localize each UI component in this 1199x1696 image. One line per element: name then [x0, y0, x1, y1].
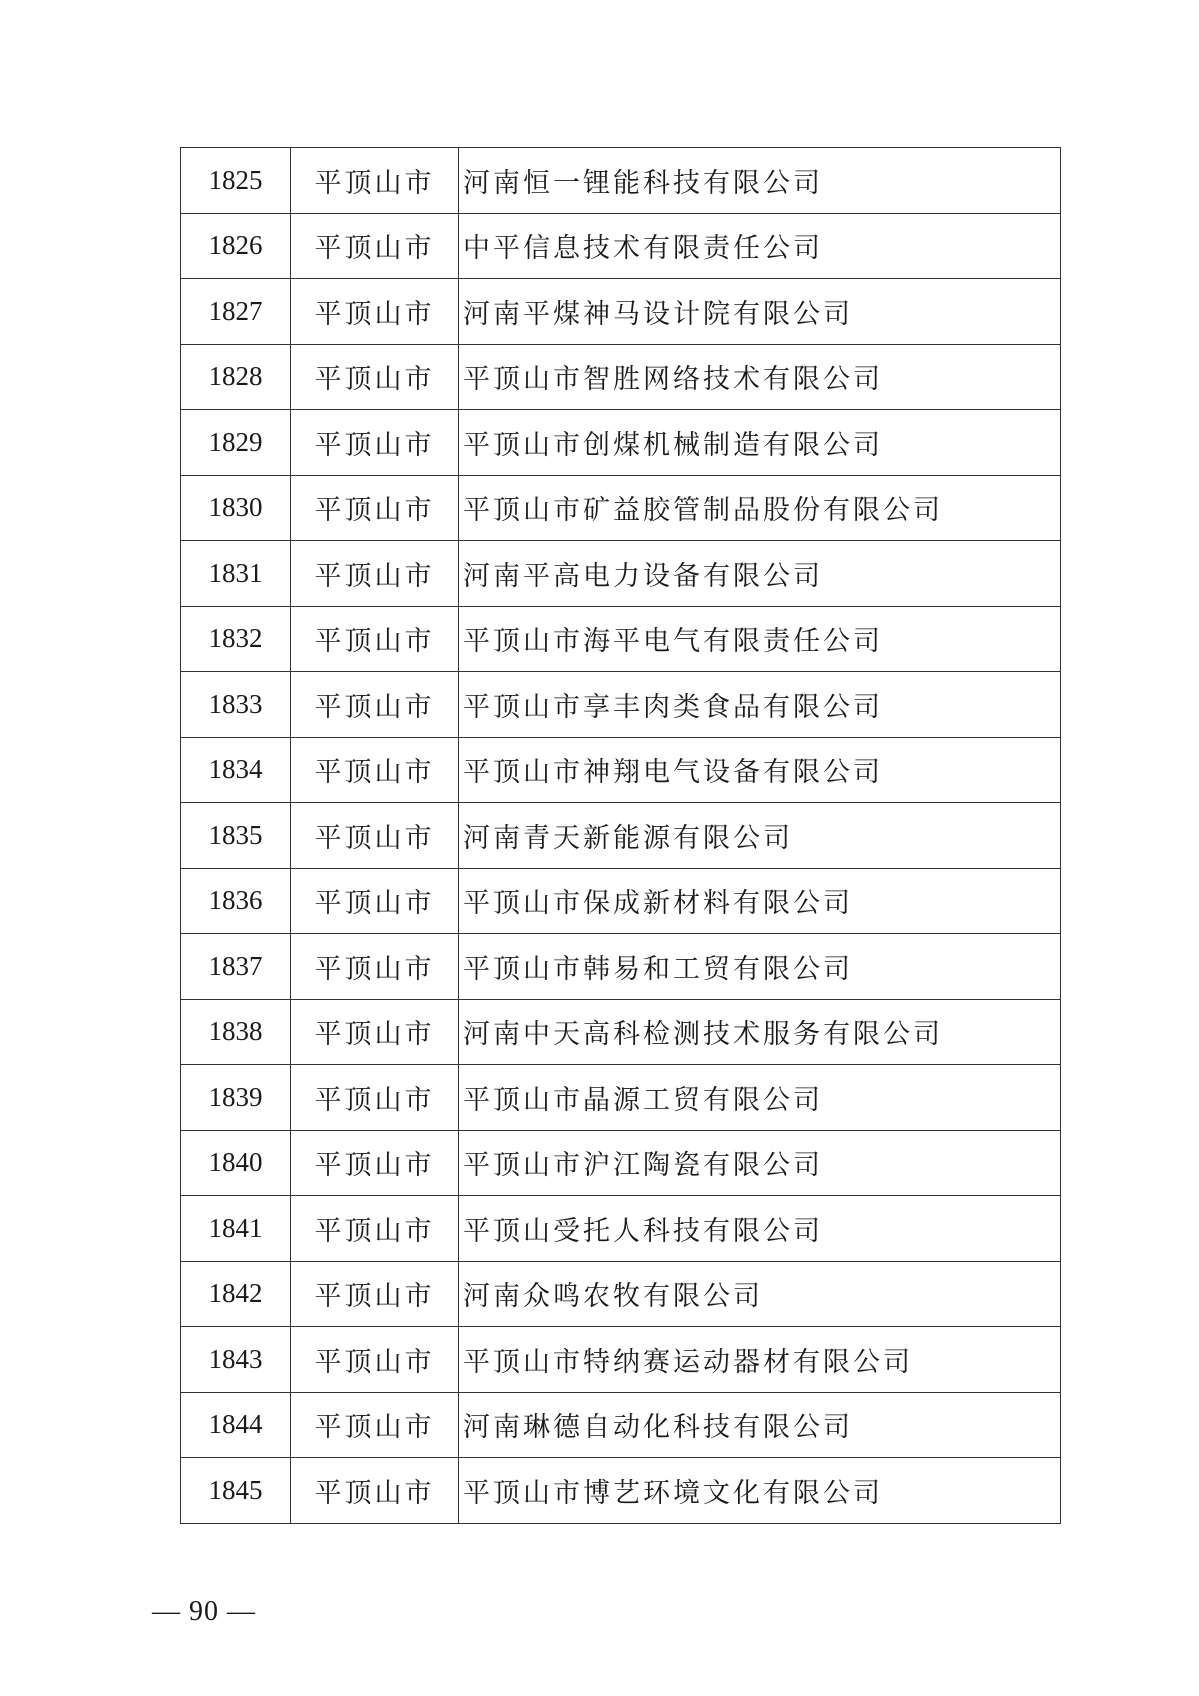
row-company: 河南平高电力设备有限公司 [459, 541, 1061, 607]
row-company: 平顶山市保成新材料有限公司 [459, 868, 1061, 934]
row-number: 1827 [181, 279, 291, 345]
table-row [181, 1392, 1061, 1458]
table-row [181, 1458, 1061, 1524]
row-number: 1834 [181, 737, 291, 803]
row-city: 平顶山市 [291, 213, 459, 279]
row-number: 1828 [181, 344, 291, 410]
row-company: 平顶山市矿益胶管制品股份有限公司 [459, 475, 1061, 541]
row-number: 1842 [181, 1261, 291, 1327]
table-row [181, 475, 1061, 541]
row-number: 1826 [181, 213, 291, 279]
table-row [181, 1327, 1061, 1393]
table-row [181, 672, 1061, 738]
row-company: 平顶山市韩易和工贸有限公司 [459, 934, 1061, 1000]
row-city: 平顶山市 [291, 803, 459, 869]
row-company: 中平信息技术有限责任公司 [459, 213, 1061, 279]
table-row [181, 344, 1061, 410]
table-row [181, 1130, 1061, 1196]
row-company: 平顶山市博艺环境文化有限公司 [459, 1458, 1061, 1524]
row-company: 平顶山市神翔电气设备有限公司 [459, 737, 1061, 803]
row-city: 平顶山市 [291, 475, 459, 541]
row-city: 平顶山市 [291, 148, 459, 214]
table-row [181, 803, 1061, 869]
row-number: 1844 [181, 1392, 291, 1458]
row-number: 1836 [181, 868, 291, 934]
row-company: 平顶山市沪江陶瓷有限公司 [459, 1130, 1061, 1196]
row-number: 1843 [181, 1327, 291, 1393]
table-row [181, 213, 1061, 279]
row-company: 河南青天新能源有限公司 [459, 803, 1061, 869]
table-row [181, 868, 1061, 934]
row-company: 河南恒一锂能科技有限公司 [459, 148, 1061, 214]
row-company: 平顶山市享丰肉类食品有限公司 [459, 672, 1061, 738]
row-number: 1840 [181, 1130, 291, 1196]
table-row [181, 541, 1061, 607]
row-number: 1832 [181, 606, 291, 672]
table-row [181, 410, 1061, 476]
row-number: 1835 [181, 803, 291, 869]
row-city: 平顶山市 [291, 1261, 459, 1327]
company-list-table [180, 147, 1061, 1524]
row-city: 平顶山市 [291, 1458, 459, 1524]
row-number: 1845 [181, 1458, 291, 1524]
row-company: 河南琳德自动化科技有限公司 [459, 1392, 1061, 1458]
row-company: 河南中天高科检测技术服务有限公司 [459, 999, 1061, 1065]
table-row [181, 1196, 1061, 1262]
row-city: 平顶山市 [291, 344, 459, 410]
table-row [181, 279, 1061, 345]
row-city: 平顶山市 [291, 999, 459, 1065]
table-row [181, 1261, 1061, 1327]
row-company: 河南平煤神马设计院有限公司 [459, 279, 1061, 345]
row-city: 平顶山市 [291, 1065, 459, 1131]
row-number: 1829 [181, 410, 291, 476]
row-city: 平顶山市 [291, 541, 459, 607]
table-row [181, 1065, 1061, 1131]
row-city: 平顶山市 [291, 410, 459, 476]
row-number: 1831 [181, 541, 291, 607]
page-number: — 90 — [152, 1596, 256, 1627]
row-city: 平顶山市 [291, 737, 459, 803]
row-city: 平顶山市 [291, 606, 459, 672]
row-number: 1838 [181, 999, 291, 1065]
row-company: 平顶山市晶源工贸有限公司 [459, 1065, 1061, 1131]
row-number: 1830 [181, 475, 291, 541]
row-number: 1833 [181, 672, 291, 738]
table-row [181, 737, 1061, 803]
row-company: 平顶山市海平电气有限责任公司 [459, 606, 1061, 672]
row-city: 平顶山市 [291, 1327, 459, 1393]
row-city: 平顶山市 [291, 279, 459, 345]
row-company: 河南众鸣农牧有限公司 [459, 1261, 1061, 1327]
row-company: 平顶山市智胜网络技术有限公司 [459, 344, 1061, 410]
row-number: 1841 [181, 1196, 291, 1262]
row-city: 平顶山市 [291, 672, 459, 738]
row-company: 平顶山受托人科技有限公司 [459, 1196, 1061, 1262]
table-row [181, 999, 1061, 1065]
row-city: 平顶山市 [291, 1130, 459, 1196]
row-city: 平顶山市 [291, 934, 459, 1000]
row-city: 平顶山市 [291, 1392, 459, 1458]
row-city: 平顶山市 [291, 1196, 459, 1262]
row-company: 平顶山市创煤机械制造有限公司 [459, 410, 1061, 476]
row-number: 1837 [181, 934, 291, 1000]
company-list-body [181, 148, 1061, 1524]
row-city: 平顶山市 [291, 868, 459, 934]
row-number: 1839 [181, 1065, 291, 1131]
table-row [181, 148, 1061, 214]
table-row [181, 934, 1061, 1000]
row-number: 1825 [181, 148, 291, 214]
row-company: 平顶山市特纳赛运动器材有限公司 [459, 1327, 1061, 1393]
table-row [181, 606, 1061, 672]
